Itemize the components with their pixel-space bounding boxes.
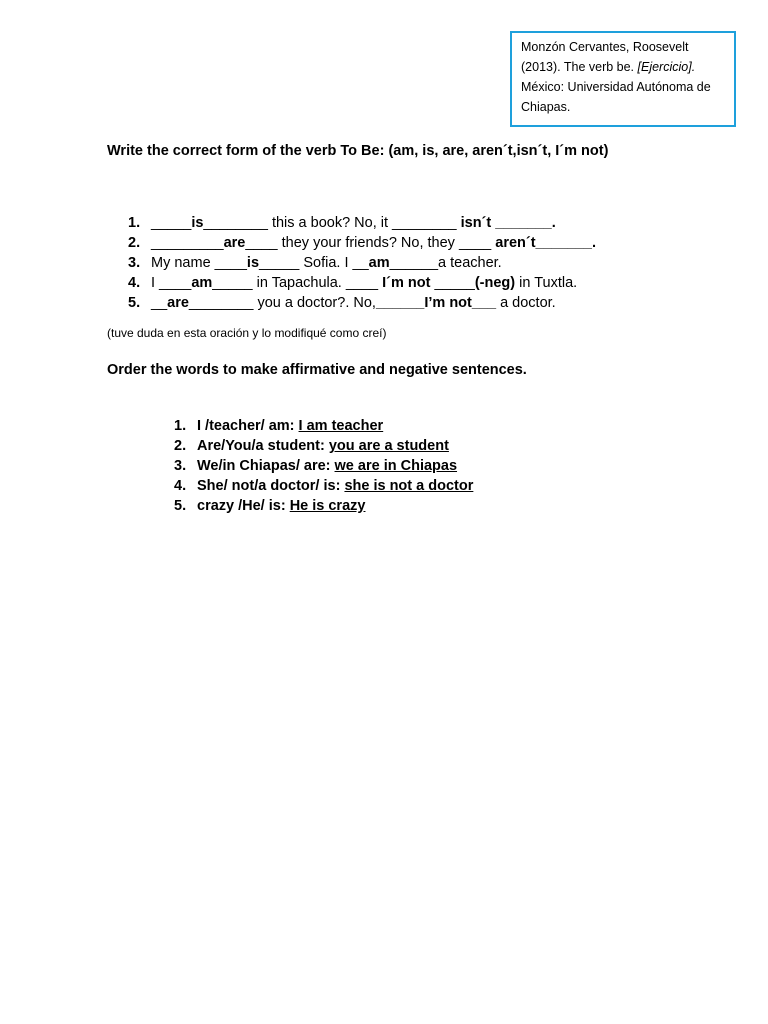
item-text: _____ [151, 215, 192, 231]
item-answer: I am teacher [298, 418, 384, 434]
item-number: 1. [128, 215, 141, 231]
answer-text: (-neg) [474, 275, 516, 291]
item-prompt: She/ not/a doctor/ is: [197, 478, 345, 494]
item-prompt: Are/You/a student: [197, 438, 329, 454]
answer-text: isn´t _______. [460, 215, 556, 231]
item-prompt: We/in Chiapas/ are: [197, 458, 335, 474]
citation-line-2-italic: [Ejercicio]. [637, 60, 696, 74]
exercise-item-5 [128, 293, 596, 313]
order-item-3 [174, 456, 473, 476]
item-number: 1. [174, 418, 187, 434]
citation-line-1: Monzón Cervantes, Roosevelt [521, 40, 689, 54]
section-1-heading: Write the correct form of the verb To Be: (am, is, are, aren´t,isn´t, I´m not) [107, 143, 609, 159]
item-number: 5. [174, 498, 187, 514]
item-text: __ [151, 295, 168, 311]
exercise-item-2 [128, 233, 596, 253]
item-text: I ____ [151, 275, 192, 291]
item-text: ____ they your friends? No, they ____ [245, 235, 496, 251]
item-number: 4. [128, 275, 141, 291]
citation-box [510, 31, 736, 127]
item-text: _____ Sofia. I __ [259, 255, 369, 271]
item-prompt: crazy /He/ is: [197, 498, 290, 514]
citation-line-3: México: Universidad Autónoma de [521, 80, 711, 94]
item-number: 3. [174, 458, 187, 474]
answer-text: is [191, 215, 204, 231]
verb-to-be-exercise-list [128, 213, 596, 313]
item-answer: you are a student [328, 438, 449, 454]
answer-text: am [368, 255, 390, 271]
item-text: My name ____ [151, 255, 247, 271]
student-note: (tuve duda en esta oración y lo modifiqué como creí) [107, 326, 387, 340]
item-number: 3. [128, 255, 141, 271]
item-text: _____ [430, 275, 475, 291]
exercise-item-1 [128, 213, 596, 233]
answer-text: are [223, 235, 246, 251]
answer-text: ______I’m not___ [375, 295, 497, 311]
item-text: ________ you a doctor?. No, [188, 295, 376, 311]
section-2-heading: Order the words to make affirmative and negative sentences. [107, 362, 527, 378]
citation-line-4: Chiapas. [521, 100, 571, 114]
word-order-exercise-list [174, 416, 473, 516]
item-answer: she is not a doctor [344, 478, 474, 494]
order-item-2 [174, 436, 473, 456]
exercise-item-4 [128, 273, 596, 293]
order-item-4 [174, 476, 473, 496]
answer-text: aren´t_______. [495, 235, 597, 251]
item-text: ________ this a book? No, it ________ [203, 215, 461, 231]
citation-line-2-text: (2013). The verb be. [521, 60, 638, 74]
item-text: a doctor. [496, 295, 556, 311]
order-item-1 [174, 416, 473, 436]
citation-line-2 [521, 57, 726, 77]
exercise-item-3 [128, 253, 596, 273]
item-answer: He is crazy [289, 498, 366, 514]
item-text: _________ [151, 235, 224, 251]
item-text: ______a teacher. [389, 255, 502, 271]
item-number: 5. [128, 295, 141, 311]
item-answer: we are in Chiapas [334, 458, 458, 474]
item-number: 2. [174, 438, 187, 454]
answer-text: I´m not [382, 275, 431, 291]
item-prompt: I /teacher/ am: [197, 418, 299, 434]
item-number: 2. [128, 235, 141, 251]
answer-text: am [191, 275, 213, 291]
item-text: _____ in Tapachula. ____ [212, 275, 383, 291]
order-item-5 [174, 496, 473, 516]
item-number: 4. [174, 478, 187, 494]
answer-text: is [246, 255, 260, 271]
item-text: in Tuxtla. [515, 275, 578, 291]
answer-text: are [167, 295, 189, 311]
